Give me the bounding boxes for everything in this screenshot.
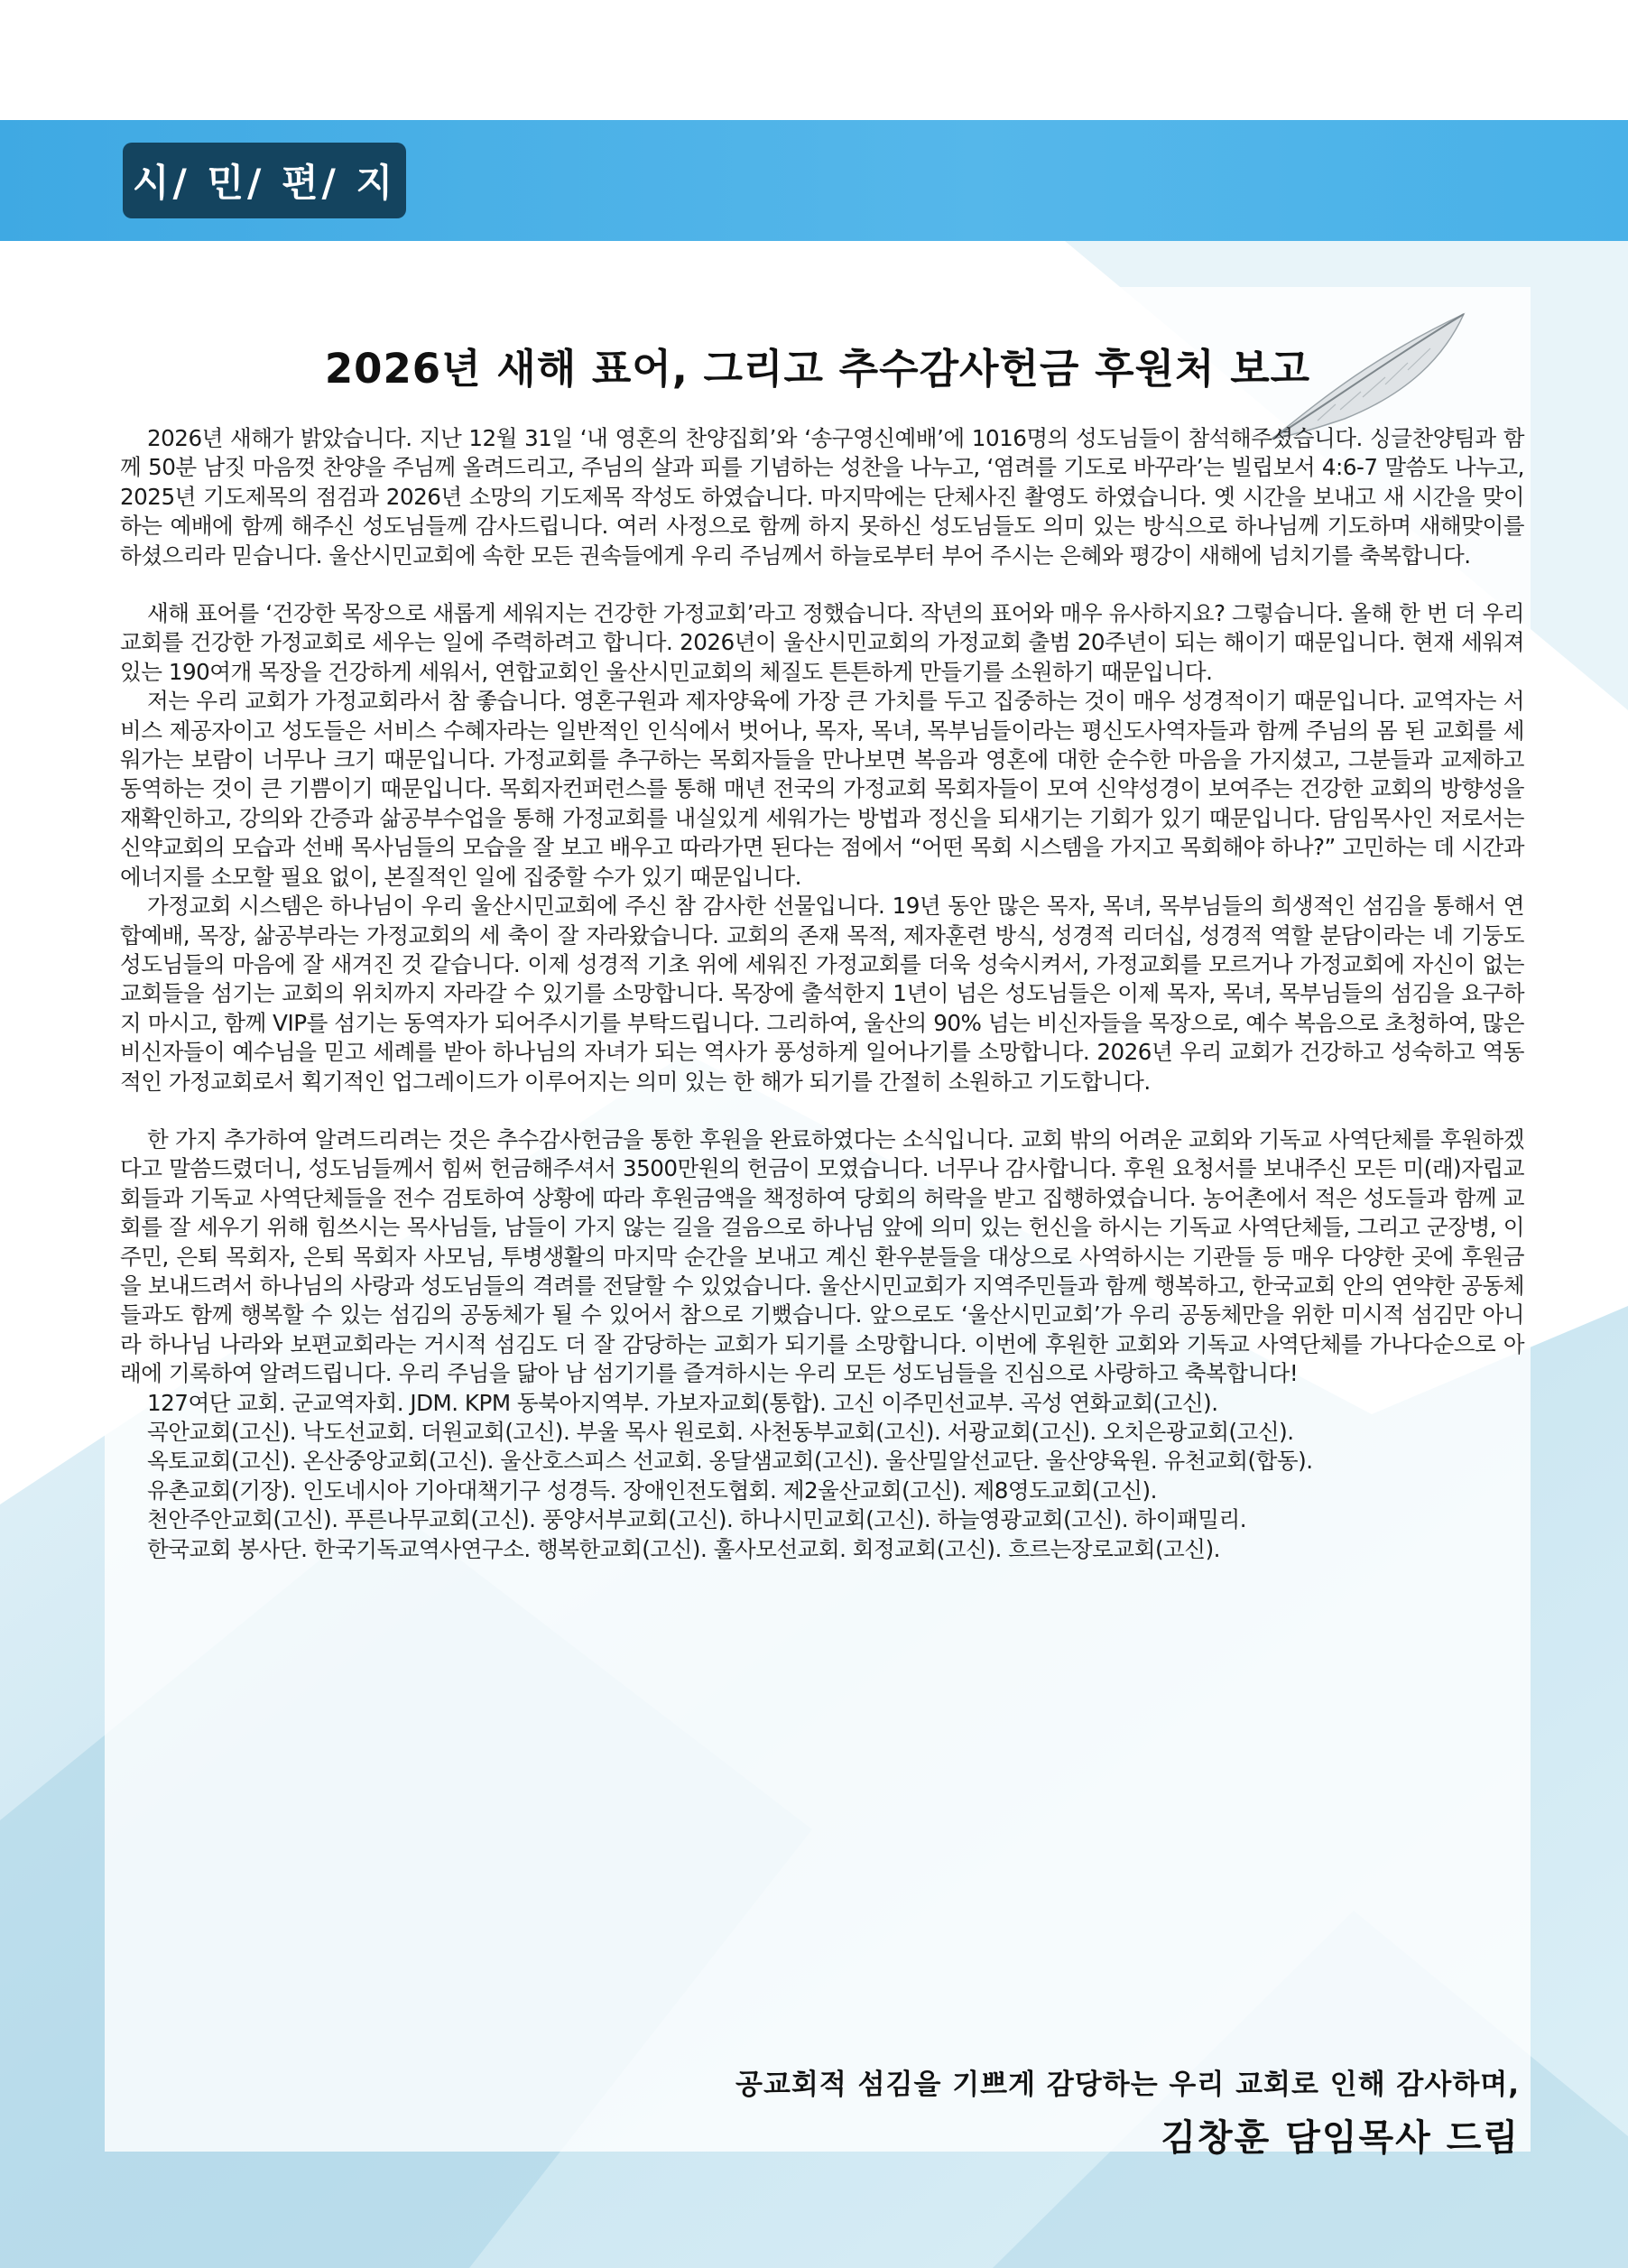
recipient-line: 유촌교회(기장). 인도네시아 기아대책기구 성경득. 장애인전도협회. 제2울산교회(고신). 제8영도교회(고신). bbox=[147, 1477, 1157, 1504]
recipient-line: 천안주안교회(고신). 푸른나무교회(고신). 풍양서부교회(고신). 하나시민교회(고신). 하늘영광교회(고신). 하이패밀리. bbox=[147, 1506, 1247, 1533]
paragraph: 2026년 새해가 밝았습니다. 지난 12월 31일 ‘내 영혼의 찬양집회’와 ‘송구영신예배’에 1016명의 성도님들이 참석해주셨습니다. 싱글찬양팀과 함께 50분 남짓 마음껏 찬양을 주님께 올려드리고, 주님의 살과 피를 기념하는 성찬을 나누고, ‘염려를 기도로 바꾸라’는 빌립보서 4:6-7 말씀도 나누고, 2025년 기도제목의 점검과 2026년 소망의 기도제목 작성도 하였습니다. 마지막에는 단체사진 촬영도 하였습니다. 옛 시간을 보내고 새 시간을 맞이하는 예배에 함께 해주신 성도님들께 감사드립니다. 여러 사정으로 함께 하지 못하신 성도님들도 의미 있는 방식으로 하나님께 기도하며 새해맞이를 하셨으리라 믿습니다. 울산시민교회에 속한 모든 권속들에게 우리 주님께서 하늘로부터 부어 주시는 은혜와 평강이 새해에 넘치기를 축복합니다. bbox=[120, 425, 1524, 569]
paragraph: 가정교회 시스템은 하나님이 우리 울산시민교회에 주신 참 감사한 선물입니다. 19년 동안 많은 목자, 목녀, 목부님들의 희생적인 섬김을 통해서 연합예배, 목장, 삶공부라는 가정교회의 세 축이 잘 자라왔습니다. 교회의 존재 목적, 제자훈련 방식, 성경적 리더십, 성경적 역할 분담이라는 네 기둥도 성도님들의 마음에 잘 새겨진 것 같습니다. 이제 성경적 기초 위에 세워진 가정교회를 더욱 성숙시켜서, 가정교회를 모르거나 가정교회에 자신이 없는 교회들을 섬기는 교회의 위치까지 자라갈 수 있기를 소망합니다. 목장에 출석한지 1년이 넘은 성도님들은 이제 목자, 목녀, 목부님들의 섬김을 요구하지 마시고, 함께 VIP를 섬기는 동역자가 되어주시기를 부탁드립니다. 그리하여, 울산의 90% 넘는 비신자들을 목장으로, 예수 복음으로 초청하여, 많은 비신자들이 예수님을 믿고 세례를 받아 하나님의 자녀가 되는 역사가 풍성하게 일어나기를 소망합니다. 2026년 우리 교회가 건강하고 성숙하고 역동적인 가정교회로서 획기적인 업그레이드가 이루어지는 의미 있는 한 해가 되기를 간절히 소원하고 기도합니다. bbox=[120, 893, 1525, 1095]
paragraph: 새해 표어를 ‘건강한 목장으로 새롭게 세워지는 건강한 가정교회’라고 정했습니다. 작년의 표어와 매우 유사하지요? 그렇습니다. 올해 한 번 더 우리 교회를 건강한 가정교회로 세우는 일에 주력하려고 합니다. 2026년이 울산시민교회의 가정교회 출범 20주년이 되는 해이기 때문입니다. 현재 세워져 있는 190여개 목장을 건강하게 세워서, 연합교회인 울산시민교회의 체질도 튼튼하게 만들기를 소원하기 때문입니다. bbox=[120, 600, 1524, 685]
letter-title: 2026년 새해 표어, 그리고 추수감사헌금 후원처 보고 bbox=[324, 345, 1311, 393]
signature: 김창훈 담임목사 드림 bbox=[1161, 2117, 1520, 2159]
closing-signature bbox=[735, 2061, 1520, 2161]
closing-line: 공교회적 섬김을 기쁘게 감당하는 우리 교회로 인해 감사하며, bbox=[735, 2069, 1520, 2101]
paragraph: 저는 우리 교회가 가정교회라서 참 좋습니다. 영혼구원과 제자양육에 가장 큰 가치를 두고 집중하는 것이 매우 성경적이기 때문입니다. 교역자는 서비스 제공자이고 성도들은 서비스 수혜자라는 일반적인 인식에서 벗어나, 목자, 목녀, 목부님들이라는 평신도사역자들과 함께 주님의 몸 된 교회를 세워가는 보람이 너무나 크기 때문입니다. 가정교회를 추구하는 목회자들을 만나보면 복음과 영혼에 대한 순수한 마음을 가지셨고, 그분들과 교제하고 동역하는 것이 큰 기쁨이기 때문입니다. 목회자컨퍼런스를 통해 매년 전국의 가정교회 목회자들이 모여 신약성경이 보여주는 건강한 교회의 방향성을 재확인하고, 강의와 간증과 삶공부수업을 통해 가정교회를 내실있게 세워가는 방법과 정신을 되새기는 기회가 있기 때문입니다. 담임목사인 저로서는 신약교회의 모습과 선배 목사님들의 모습을 잘 보고 배우고 따라가면 된다는 점에서 “어떤 목회 시스템을 가지고 목회해야 하나?” 고민하는 데 시간과 에너지를 소모할 필요 없이, 본질적인 일에 집중할 수가 있기 때문입니다. bbox=[120, 688, 1524, 890]
paragraph: 한 가지 추가하여 알려드리려는 것은 추수감사헌금을 통한 후원을 완료하였다는 소식입니다. 교회 밖의 어려운 교회와 기독교 사역단체를 후원하겠다고 말씀드렸더니, 성도님들께서 힘써 헌금해주셔서 3500만원의 헌금이 모였습니다. 너무나 감사합니다. 후원 요청서를 보내주신 모든 미(래)자립교회들과 기독교 사역단체들을 전수 검토하여 상황에 따라 후원금액을 책정하여 당회의 허락을 받고 집행하였습니다. 농어촌에서 적은 성도들과 함께 교회를 잘 세우기 위해 힘쓰시는 목사님들, 남들이 가지 않는 길을 걸음으로 하나님 앞에 의미 있는 헌신을 하시는 기독교 사역단체들, 그리고 군장병, 이주민, 은퇴 목회자, 은퇴 목회자 사모님, 투병생활의 마지막 순간을 보내고 계신 환우분들을 대상으로 사역하시는 기관들 등 매우 다양한 곳에 후원금을 보내드려서 하나님의 사랑과 성도님들의 격려를 전달할 수 있었습니다. 울산시민교회가 지역주민들과 함께 행복하고, 한국교회 안의 연약한 공동체들과도 함께 행복할 수 있는 섬김의 공동체가 될 수 있어서 참으로 기뻤습니다. 앞으로도 ‘울산시민교회’가 우리 공동체만을 위한 미시적 섬김만 아니라 하나님 나라와 보편교회라는 거시적 섬김도 더 잘 감당하는 교회가 되기를 소망합니다. 이번에 후원한 교회와 기독교 사역단체를 가나다순으로 아래에 기록하여 알려드립니다. 우리 주님을 닮아 남 섬기기를 즐겨하시는 우리 모든 성도님들을 진심으로 사랑하고 축복합니다! bbox=[120, 1125, 1524, 1387]
section-tag: 시/ 민/ 편/ 지 bbox=[123, 143, 406, 218]
letter-body bbox=[120, 424, 1524, 1564]
recipient-line: 옥토교회(고신). 온산중앙교회(고신). 울산호스피스 선교회. 옹달샘교회(고신). 울산밀알선교단. 울산양육원. 유천교회(합동). bbox=[147, 1448, 1313, 1475]
recipient-line: 한국교회 봉사단. 한국기독교역사연구소. 행복한교회(고신). 훌사모선교회. 회정교회(고신). 흐르는장로교회(고신). bbox=[147, 1535, 1220, 1562]
recipient-line: 127여단 교회. 군교역자회. JDM. KPM 동북아지역부. 가보자교회(통합). 고신 이주민선교부. 곡성 연화교회(고신). bbox=[147, 1389, 1218, 1416]
recipient-line: 곡안교회(고신). 낙도선교회. 더원교회(고신). 부울 목사 원로회. 사천동부교회(고신). 서광교회(고신). 오치은광교회(고신). bbox=[147, 1419, 1294, 1445]
